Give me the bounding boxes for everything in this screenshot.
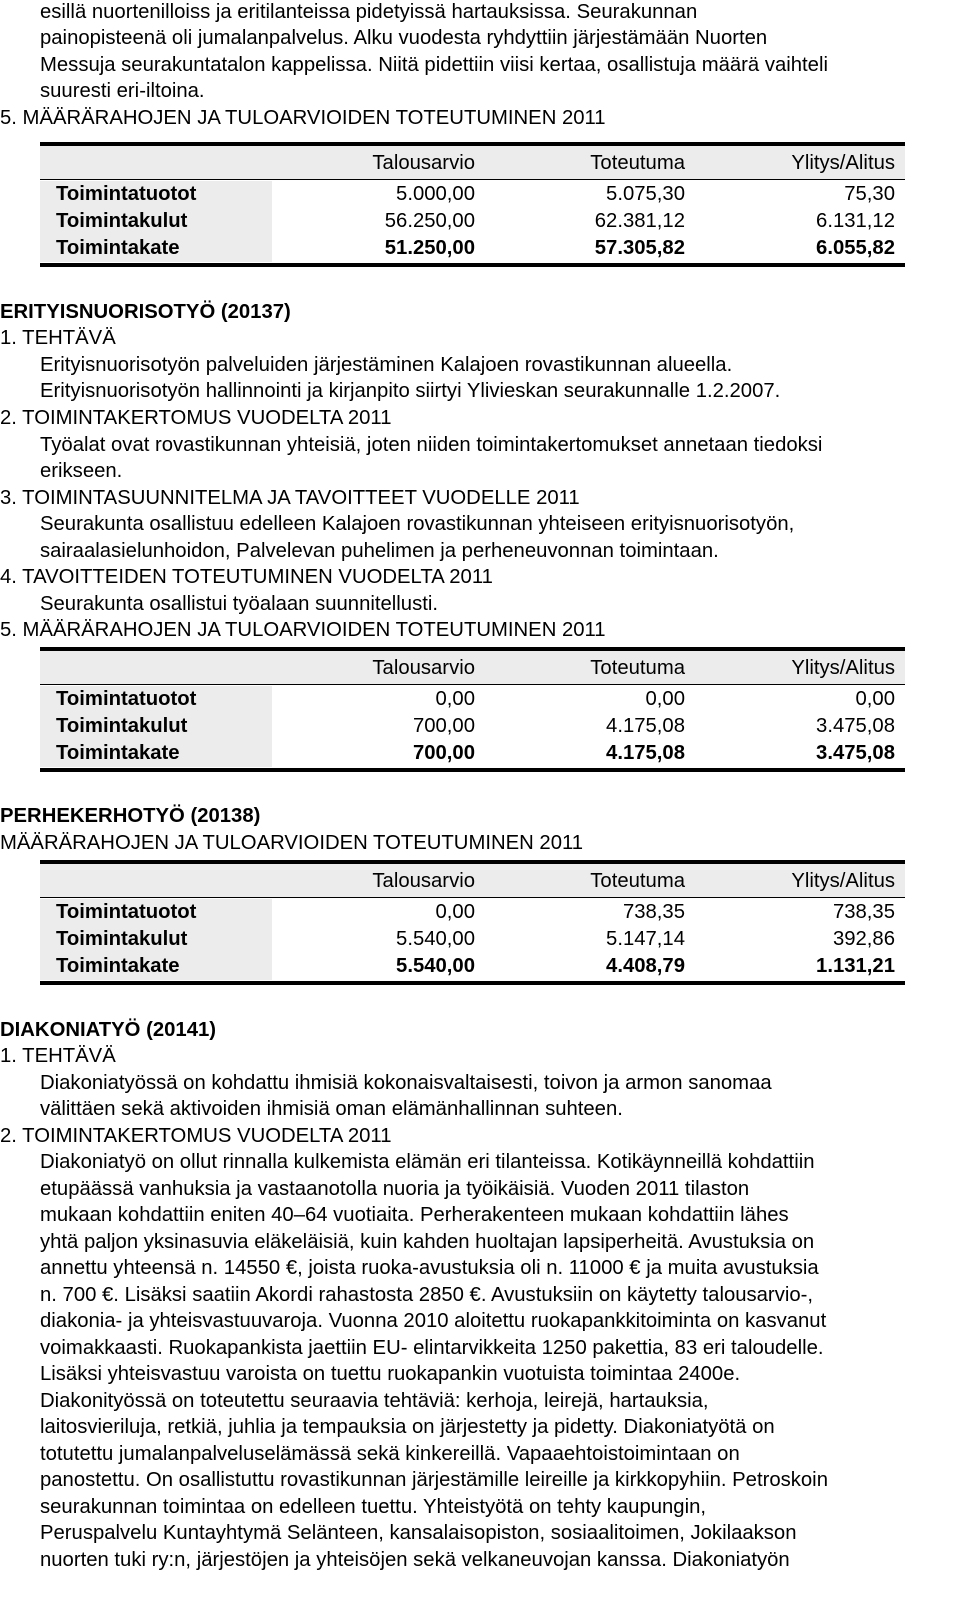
- cell-value: 392,86: [832, 928, 895, 950]
- section-title: DIAKONIATYÖ (20141): [0, 1019, 217, 1041]
- paragraph-line: totutettu jumalanpalveluselämässä sekä kinkereillä. Vapaaehtoistoimintaan on: [40, 1443, 740, 1465]
- paragraph-line: Seurakunta osallistuu edelleen Kalajoen rovastikunnan yhteiseen erityisnuorisotyön,: [40, 513, 795, 535]
- paragraph-line: Diakoniatyö on ollut rinnalla kulkemista elämän eri tilanteissa. Kotikäynneillä kohdattiin: [40, 1151, 815, 1173]
- paragraph-line: Erityisnuorisotyön hallinnointi ja kirjanpito siirtyi Ylivieskan seurakunnalle 1.2.2007.: [40, 380, 781, 402]
- subsection-heading: 3. TOIMINTASUUNNITELMA JA TAVOITTEET VUODELLE 2011: [0, 487, 580, 509]
- cell-value: 6.055,82: [816, 237, 895, 259]
- table-header: [40, 647, 905, 684]
- col-header-toteutuma: Toteutuma: [590, 657, 685, 679]
- table-body: [40, 897, 905, 985]
- paragraph-line: voimakkaasti. Ruokapankista jaettiin EU- elintarvikkeita 1250 pakettia, 83 eri taloudelle.: [40, 1337, 824, 1359]
- row-label: Toimintakate: [40, 953, 272, 980]
- col-header-talousarvio: Talousarvio: [372, 657, 475, 679]
- table-row: [40, 686, 905, 713]
- paragraph-line: panostettu. On osallistuttu rovastikunnan järjestämille leireille ja kirkkopyhiin. Petroskoin: [40, 1469, 828, 1491]
- row-label: Toimintatuotot: [40, 686, 272, 713]
- intro-line: suuresti eri-iltoina.: [40, 80, 205, 102]
- subsection-heading: 2. TOIMINTAKERTOMUS VUODELTA 2011: [0, 1125, 392, 1147]
- budget-table: [40, 142, 905, 267]
- table-row: [40, 181, 905, 208]
- intro-line: Messuja seurakuntatalon kappelissa. Niitä pidettiin viisi kertaa, osallistuja määrä vaihteli: [40, 54, 828, 76]
- row-label: Toimintatuotot: [40, 899, 272, 926]
- table-row: [40, 899, 905, 926]
- intro-line: painopisteenä oli jumalanpalvelus. Alku vuodesta ryhdyttiin järjestämään Nuorten: [40, 27, 768, 49]
- cell-value: 5.147,14: [606, 928, 685, 950]
- cell-value: 700,00: [412, 742, 475, 764]
- cell-value: 62.381,12: [594, 210, 685, 232]
- paragraph-line: nuorten tuki ry:n, järjestöjen ja yhteisöjen sekä velkaneuvojan kanssa. Diakoniatyön: [40, 1549, 790, 1571]
- paragraph-line: etupäässä vanhuksia ja vastaanotolla nuoria ja työikäisiä. Vuoden 2011 tilaston: [40, 1178, 750, 1200]
- paragraph-line: annettu yhteensä n. 14550 €, joista ruoka-avustuksia oli n. 11000 € ja muita avustuksia: [40, 1257, 819, 1279]
- cell-value: 4.175,08: [606, 742, 685, 764]
- paragraph-line: mukaan kohdattiin eniten 40–64 vuotiaita. Perherakenteen mukaan kohdattiin lähes: [40, 1204, 789, 1226]
- table-header: [40, 142, 905, 179]
- row-label: Toimintakulut: [40, 208, 272, 235]
- section-subtitle: MÄÄRÄRAHOJEN JA TULOARVIOIDEN TOTEUTUMINEN 2011: [0, 832, 584, 854]
- cell-value: 51.250,00: [384, 237, 475, 259]
- col-header-talousarvio: Talousarvio: [372, 152, 475, 174]
- paragraph-line: Lisäksi yhteisvastuu varoista on tuettu ruokapankin vuotuista toimintaa 2400e.: [40, 1363, 741, 1385]
- cell-value: 0,00: [435, 688, 475, 710]
- subsection-heading: 1. TEHTÄVÄ: [0, 327, 116, 349]
- table-body: [40, 179, 905, 267]
- paragraph-line: Seurakunta osallistui työalaan suunnitellusti.: [40, 593, 438, 615]
- cell-value: 0,00: [435, 901, 475, 923]
- subsection-heading: 1. TEHTÄVÄ: [0, 1045, 116, 1067]
- cell-value: 3.475,08: [816, 715, 895, 737]
- subsection-heading: 5. MÄÄRÄRAHOJEN JA TULOARVIOIDEN TOTEUTUMINEN 2011: [0, 619, 606, 641]
- section-title: PERHEKERHOTYÖ (20138): [0, 805, 261, 827]
- paragraph-line: yhtä paljon yksinasuvia eläkeläisiä, kuin kahden huoltajan lapsiperheitä. Avustuksia on: [40, 1231, 815, 1253]
- paragraph-line: välittäen sekä aktivoiden ihmisiä oman elämänhallinnan suhteen.: [40, 1098, 623, 1120]
- cell-value: 6.131,12: [816, 210, 895, 232]
- budget-table: [40, 647, 905, 772]
- table-row: [40, 713, 905, 740]
- intro-line: esillä nuortenilloiss ja eritilanteissa pidetyissä hartauksissa. Seurakunnan: [40, 1, 698, 23]
- table-row: [40, 208, 905, 235]
- col-header-toteutuma: Toteutuma: [590, 870, 685, 892]
- cell-value: 5.540,00: [396, 928, 475, 950]
- col-header-ylitys: Ylitys/Alitus: [791, 657, 895, 679]
- cell-value: 4.175,08: [606, 715, 685, 737]
- row-label: Toimintakate: [40, 740, 272, 767]
- cell-value: 0,00: [645, 688, 685, 710]
- cell-value: 738,35: [622, 901, 685, 923]
- paragraph-line: Peruspalvelu Kuntayhtymä Selänteen, kansalaisopiston, sosiaalitoimen, Jokilaakson: [40, 1522, 797, 1544]
- paragraph-line: Työalat ovat rovastikunnan yhteisiä, joten niiden toimintakertomukset annetaan tiedoksi: [40, 434, 823, 456]
- table-row-total: [40, 740, 905, 767]
- row-label: Toimintatuotot: [40, 181, 272, 208]
- paragraph-line: sairaalasielunhoidon, Palvelevan puhelimen ja perheneuvonnan toimintaan.: [40, 540, 719, 562]
- cell-value: 56.250,00: [384, 210, 475, 232]
- row-label: Toimintakate: [40, 235, 272, 262]
- cell-value: 5.540,00: [396, 955, 475, 977]
- table-header: [40, 860, 905, 897]
- section-title: ERITYISNUORISOTYÖ (20137): [0, 301, 291, 323]
- col-header-ylitys: Ylitys/Alitus: [791, 870, 895, 892]
- cell-value: 1.131,21: [816, 955, 895, 977]
- cell-value: 75,30: [844, 183, 895, 205]
- col-header-talousarvio: Talousarvio: [372, 870, 475, 892]
- cell-value: 5.075,30: [606, 183, 685, 205]
- table-row-total: [40, 953, 905, 980]
- paragraph-line: erikseen.: [40, 460, 123, 482]
- table-row-total: [40, 235, 905, 262]
- budget-table: [40, 860, 905, 985]
- cell-value: 738,35: [832, 901, 895, 923]
- paragraph-line: seurakunnan toimintaa on edelleen tuettu. Yhteistyötä on tehty kaupungin,: [40, 1496, 707, 1518]
- cell-value: 3.475,08: [816, 742, 895, 764]
- subsection-heading: 2. TOIMINTAKERTOMUS VUODELTA 2011: [0, 407, 392, 429]
- paragraph-line: diakonia- ja yhteisvastuuvaroja. Vuonna 2010 aloitettu ruokapankkitoiminta on kasvanut: [40, 1310, 827, 1332]
- cell-value: 5.000,00: [396, 183, 475, 205]
- cell-value: 700,00: [412, 715, 475, 737]
- cell-value: 4.408,79: [606, 955, 685, 977]
- col-header-ylitys: Ylitys/Alitus: [791, 152, 895, 174]
- cell-value: 57.305,82: [594, 237, 685, 259]
- paragraph-line: Erityisnuorisotyön palveluiden järjestäminen Kalajoen rovastikunnan alueella.: [40, 354, 733, 376]
- cell-value: 0,00: [855, 688, 895, 710]
- subsection-heading: 4. TAVOITTEIDEN TOTEUTUMINEN VUODELTA 2011: [0, 566, 493, 588]
- row-label: Toimintakulut: [40, 713, 272, 740]
- paragraph-line: laitosvieriluja, retkiä, juhlia ja tempauksia on järjestetty ja pidetty. Diakoniatyötä on: [40, 1416, 775, 1438]
- section-heading: 5. MÄÄRÄRAHOJEN JA TULOARVIOIDEN TOTEUTUMINEN 2011: [0, 107, 606, 129]
- col-header-toteutuma: Toteutuma: [590, 152, 685, 174]
- paragraph-line: Diakonityössä on toteutettu seuraavia tehtäviä: kerhoja, leirejä, hartauksia,: [40, 1390, 709, 1412]
- table-row: [40, 926, 905, 953]
- paragraph-line: n. 700 €. Lisäksi saatiin Akordi rahastosta 2850 €. Avustuksiin on käytetty talousarvio-,: [40, 1284, 814, 1306]
- table-body: [40, 684, 905, 772]
- paragraph-line: Diakoniatyössä on kohdattu ihmisiä kokonaisvaltaisesti, toivon ja armon sanomaa: [40, 1072, 772, 1094]
- row-label: Toimintakulut: [40, 926, 272, 953]
